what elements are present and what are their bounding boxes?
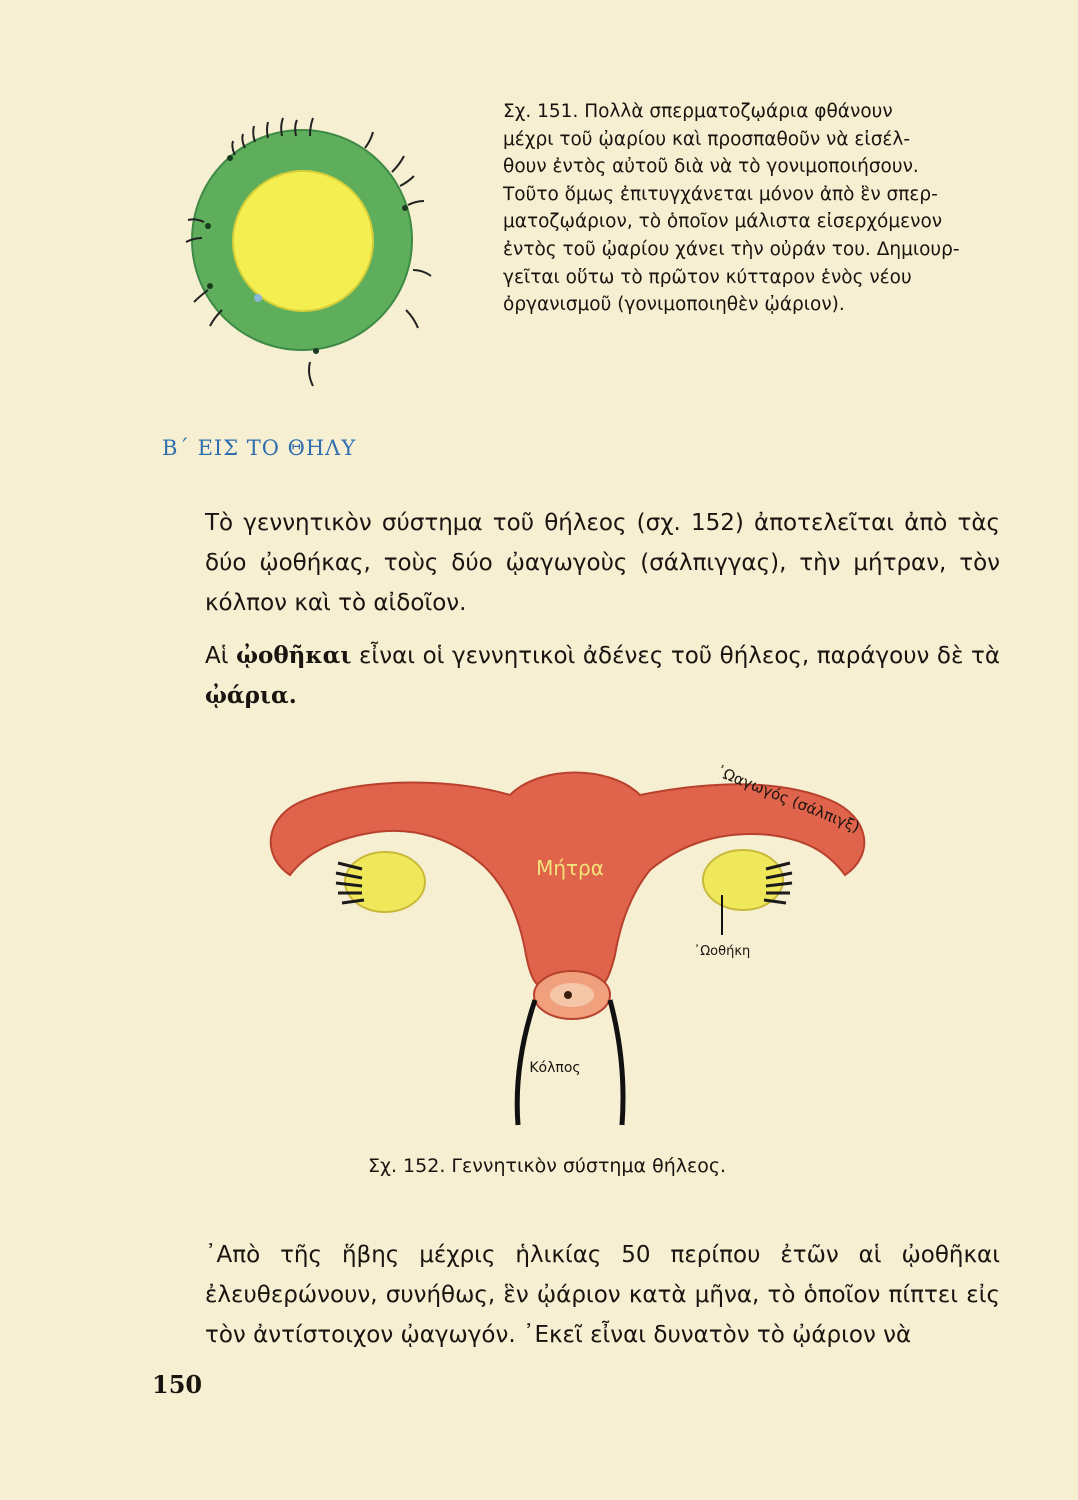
bold-term-ova: ᾠάρια. (205, 682, 297, 709)
ovum-illustration (160, 100, 470, 410)
ovum-nucleus (233, 171, 373, 311)
caption-line: θουν ἐντὸς αὐτοῦ διὰ νὰ τὸ γονιμοποιήσουν. (503, 156, 919, 178)
caption-line: γεῖται οὕτω τὸ πρῶτον κύτταρον ἑνὸς νέου (503, 266, 912, 288)
paragraph-3 (205, 1235, 1000, 1355)
text-run: εἶναι οἱ γεννητικοὶ ἀδένες τοῦ θήλεος, παράγουν δὲ τὰ (351, 643, 1000, 669)
label-uterus: Μήτρα (536, 856, 604, 880)
figure-151-caption (503, 98, 1003, 319)
paragraph-text: ᾿Απὸ τῆς ἥβης μέχρις ἡλικίας 50 περίπου ἐτῶν αἱ ᾠοθῆκαι ἐλευθερώνουν, συνήθως, ἓν ᾠάριον κατὰ μῆνα, τὸ ὁποῖον πίπτει εἰς τὸν ἀντίστοιχον ᾠαγωγόν. ᾿Εκεῖ εἶναι δυνατὸν τὸ ᾠάριον νὰ (205, 1242, 1000, 1348)
caption-line: Σχ. 151. Πολλὰ σπερματοζῳάρια φθάνουν (503, 101, 893, 122)
paragraph-text (205, 636, 1000, 716)
text-run: Αἱ (205, 643, 237, 669)
paragraph-1 (205, 503, 1000, 623)
caption-line: Τοῦτο ὅμως ἐπιτυγχάνεται μόνον ἀπὸ ἓν σπερ- (503, 183, 938, 205)
label-oviduct: ᾿Ωαγωγός (σάλπιγξ) (713, 762, 863, 837)
page-number: 150 (152, 1370, 203, 1399)
paragraph-2 (205, 636, 1000, 716)
figure-152-caption: Σχ. 152. Γεννητικὸν σύστημα θήλεος. (368, 1155, 727, 1177)
section-heading: Β΄ ΕΙΣ ΤΟ ΘΗΛΥ (162, 436, 357, 460)
caption-line: ὀργανισμοῦ (γονιμοποιηθὲν ᾠάριον). (503, 294, 845, 316)
vagina-outline-right (610, 1000, 623, 1125)
caption-line: μέχρι τοῦ ᾠαρίου καὶ προσπαθοῦν νὰ εἰσέλ- (503, 128, 911, 150)
left-ovary (345, 852, 425, 912)
reproductive-system-diagram (250, 755, 910, 1135)
paragraph-text: Τὸ γεννητικὸν σύστημα τοῦ θήλεος (σχ. 152) ἀποτελεῖται ἀπὸ τὰς δύο ᾠοθήκας, τοὺς δύο ᾠαγωγοὺς (σάλπιγγας), τὴν μήτραν, τὸν κόλπον καὶ τὸ αἰδοῖον. (205, 510, 1000, 616)
caption-line: ματοζῳάριον, τὸ ὁποῖον μάλιστα εἰσερχόμενον (503, 211, 943, 233)
label-ovary: ᾿Ωοθήκη (693, 944, 751, 959)
caption-line: ἐντὸς τοῦ ᾠαρίου χάνει τὴν οὐράν του. Δημιουρ- (503, 238, 960, 260)
label-vagina: Κόλπος (529, 1060, 581, 1076)
bold-term-ovaries: ᾠοθῆκαι (236, 642, 352, 669)
